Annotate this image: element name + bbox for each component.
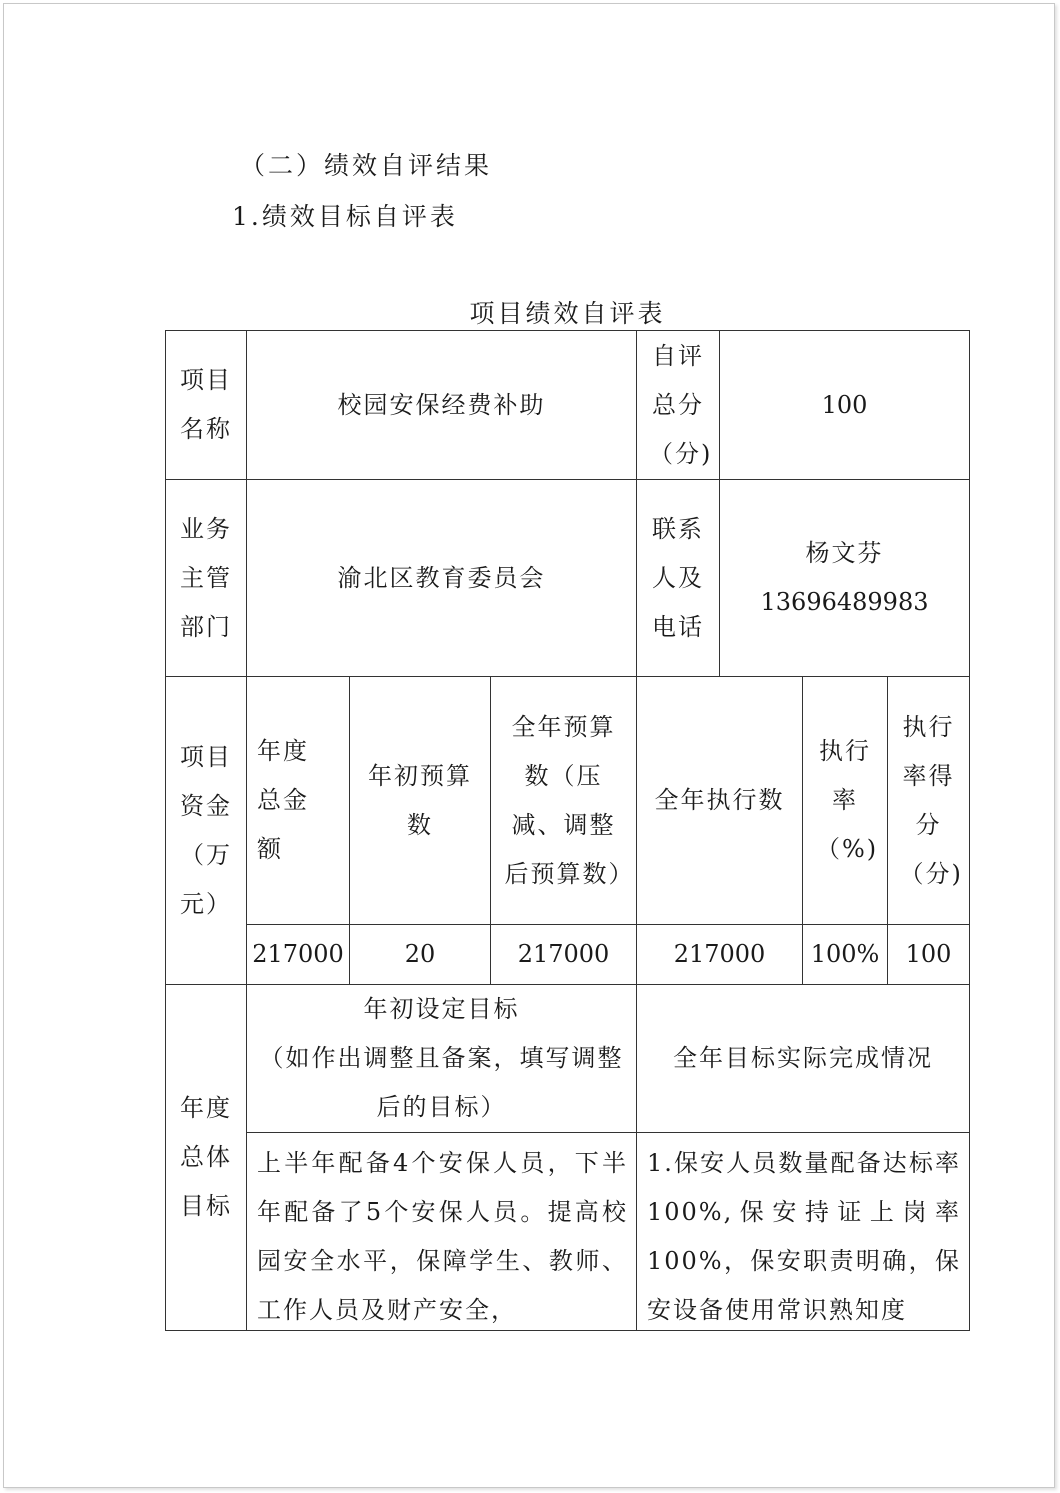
- exec-score-value: 100: [887, 924, 970, 985]
- exec-rate-value: 100%: [802, 924, 888, 985]
- goals-actual-text: 1.保安人员数量配备达标率100%,保安持证上岗率100%，保安职责明确，保安设备使用常识熟知度: [636, 1132, 970, 1331]
- goals-label: 年度总体目标: [165, 984, 247, 1331]
- project-name-label: 项目名称: [165, 330, 247, 480]
- contact-info: [719, 479, 970, 677]
- annual-total-header: 年度总金额: [246, 676, 350, 925]
- funds-label: 项目资金（万元）: [165, 676, 247, 985]
- goals-set-header: [246, 984, 637, 1133]
- exec-score-header: 执行率得分（分): [887, 676, 970, 925]
- initial-budget-header: 年初预算数: [349, 676, 491, 925]
- goals-set-header-line1: 年初设定目标: [363, 995, 520, 1023]
- table-caption: 项目绩效自评表: [469, 299, 666, 328]
- performance-table: [165, 330, 970, 1331]
- initial-budget-value: 20: [349, 924, 491, 985]
- executed-header: 全年执行数: [636, 676, 803, 925]
- contact-name: 杨文芬: [805, 539, 884, 567]
- adjusted-budget-header: 全年预算数（压减、调整后预算数）: [490, 676, 637, 925]
- department-label: 业务主管部门: [165, 479, 247, 677]
- project-name: 校园安保经费补助: [246, 330, 637, 480]
- section-heading: （二）绩效自评结果: [240, 151, 493, 180]
- subsection-heading: 1.绩效目标自评表: [232, 202, 458, 231]
- contact-phone: 13696489983: [760, 588, 929, 616]
- goals-actual-header: 全年目标实际完成情况: [636, 984, 970, 1133]
- adjusted-budget-value: 217000: [490, 924, 637, 985]
- goals-set-text: 上半年配备4个安保人员，下半年配备了5个安保人员。提高校园安全水平，保障学生、教师、工作人员及财产安全，: [246, 1132, 637, 1331]
- executed-value: 217000: [636, 924, 803, 985]
- goals-set-header-line2: （如作出调整且备案，填写调整后的目标）: [259, 1044, 624, 1121]
- self-score-label: 自评总分（分): [636, 330, 720, 480]
- annual-total-value: 217000: [246, 924, 350, 985]
- self-score: 100: [719, 330, 970, 480]
- exec-rate-header: 执行率（%): [802, 676, 888, 925]
- contact-label: 联系人及电话: [636, 479, 720, 677]
- department: 渝北区教育委员会: [246, 479, 637, 677]
